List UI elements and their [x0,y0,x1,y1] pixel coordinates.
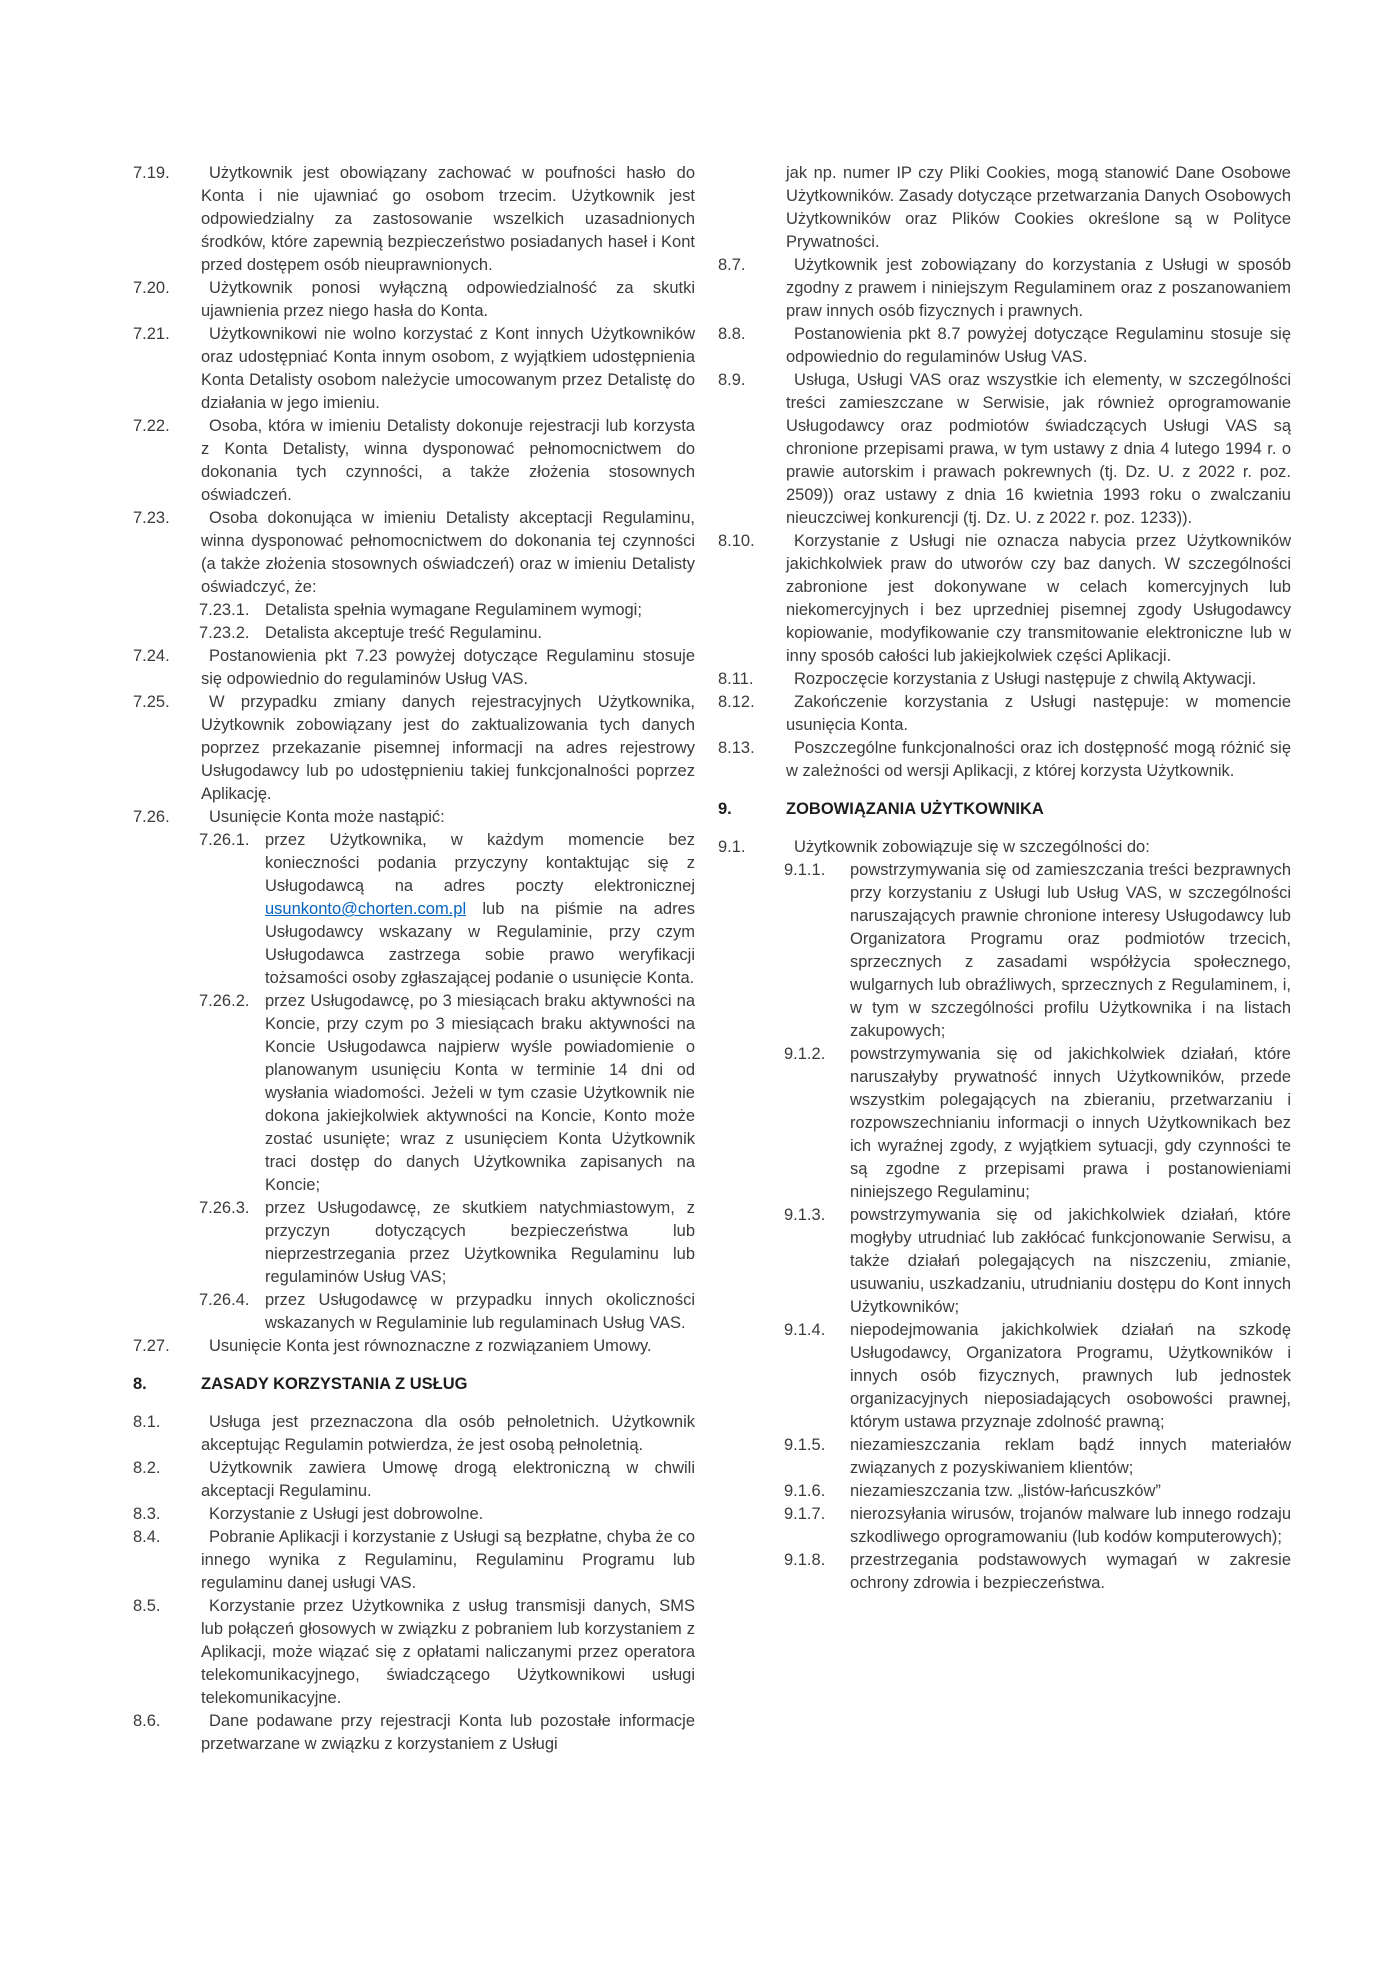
clause [133,323,695,415]
clause-text [201,1457,695,1503]
clause-number: 7.24. [133,647,170,665]
text-run: Pobranie Aplikacji i korzystanie z Usługi są bezpłatne, chyba że co innego wynika z Regulaminu, Regulaminu Programu lub regulaminu danej usługi VAS. [201,1528,695,1592]
text-run: przez Usługodawcę, po 3 miesiącach braku aktywności na Koncie, przy czym po 3 miesiącach braku aktywności na Koncie Usługodawca najpierw wyśle powiadomienie o planowanym usunięciu Konta w terminie 14 dni od wysłania wiadomości. Jeżeli w tym czasie Użytkownik nie dokona jakiejkolwiek aktywności na Koncie, Konto może zostać usunięte; wraz z usunięciem Konta Użytkownik traci dostęp do danych Użytkownika zapisanych na Koncie; [265,992,695,1194]
section-heading-text [786,798,1291,821]
clause [718,1549,1291,1595]
clause-number: 7.22. [133,417,170,435]
clause-text [850,1480,1291,1503]
column-left [133,162,695,1756]
clause-number: 8.6. [133,1712,161,1730]
clause [718,1503,1291,1549]
clause [133,1197,695,1289]
clause [133,990,695,1197]
clause-text [265,1289,695,1335]
clause [133,1289,695,1335]
clause-text [786,530,1291,668]
clause [718,254,1291,323]
clause-number: 7.26. [133,808,170,826]
clause-number: 7.26.4. [199,1291,250,1309]
text-run: Osoba dokonująca w imieniu Detalisty akceptacji Regulaminu, winna dysponować pełnomocnictwem do dokonania tej czynności (a także złożenia stosownych oświadczeń) oraz w imieniu Detalisty oświadczyć, że: [201,509,695,596]
clause [133,507,695,599]
clause-text [201,507,695,599]
text-run: Zakończenie korzystania z Usługi następuje: w momencie usunięcia Konta. [786,693,1291,734]
text-run: Użytkownik jest zobowiązany do korzystania z Usługi w sposób zgodny z prawem i niniejszym Regulaminem oraz z poszanowaniem praw innych osób fizycznych i prawnych. [786,256,1291,320]
text-run: jak np. numer IP czy Pliki Cookies, mogą stanowić Dane Osobowe Użytkowników. Zasady dotyczące przetwarzania Danych Osobowych Użytkowników oraz Plików Cookies określone są w Polityce Prywatności. [786,164,1291,251]
clause-text [850,1503,1291,1549]
clause-text [265,622,695,645]
text-run: powstrzymywania się od jakichkolwiek działań, które mogłyby utrudniać lub zakłócać funkcjonowanie Serwisu, a także działań polegających na niszczeniu, zmianie, usuwaniu, uszkadzaniu, utrudnianiu dostępu do Kont innych Użytkowników; [850,1206,1291,1316]
clause [133,1457,695,1503]
clause [718,859,1291,1043]
column-right [718,162,1291,1595]
clause-text [265,1197,695,1289]
clause-number: 9.1.1. [784,861,826,879]
text-run: powstrzymywania się od zamieszczania treści bezprawnych przy korzystaniu z Usługi lub Usług VAS, w szczególności naruszających prawnie chronione interesy Usługodawcy lub Organizatora Programu oraz podmiotów trzecich, sprzecznych z zasadami współżycia społecznego, wulgarnych lub obraźliwych, sprzecznych z Regulaminem, i, w tym w szczególności profilu Użytkownika i na listach zakupowych; [850,861,1291,1040]
clause [133,1335,695,1358]
email-link[interactable]: usunkonto@chorten.com.pl [265,900,467,918]
clause-text [850,1549,1291,1595]
text-run: W przypadku zmiany danych rejestracyjnych Użytkownika, Użytkownik zobowiązany jest do zaktualizowania tych danych poprzez przekazanie pisemnej informacji na adres rejestrowy Usługodawcy lub po udostępnieniu takiej funkcjonalności poprzez Aplikację. [201,693,695,803]
clause-number: 8.8. [718,325,746,343]
clause [718,1480,1291,1503]
text-run: niepodejmowania jakichkolwiek działań na szkodę Usługodawcy, Organizatora Programu, Użytkowników i innych osób fizycznych, prawnych lub jednostek organizacyjnych nieposiadających osobowości prawnej, którym ustawa przyznaje zdolność prawną; [850,1321,1291,1431]
clause-number: 7.21. [133,325,170,343]
clause-text [265,599,695,622]
clause [133,645,695,691]
clause-text [201,1526,695,1595]
clause-text [786,836,1291,859]
text-run: Użytkownik zobowiązuje się w szczególności do: [794,838,1150,856]
clause [718,668,1291,691]
clause [133,599,695,622]
clause-text [786,162,1291,254]
clause [133,1595,695,1710]
clause-text [786,254,1291,323]
section-heading [133,1373,695,1396]
clause-number: 9.1.5. [784,1436,826,1454]
clause-text [201,806,695,829]
text-run: przez Użytkownika, w każdym momencie bez konieczności podania przyczyny kontaktując się z Usługodawcą na adres poczty elektronicznej [265,831,695,895]
clause-number: 8.5. [133,1597,161,1615]
clause-text [850,859,1291,1043]
clause-text [201,1503,695,1526]
clause-number: 8.10. [718,532,755,550]
clause [133,1526,695,1595]
text-run: powstrzymywania się od jakichkolwiek działań, które naruszałyby prywatność innych Użytkowników, przede wszystkim polegających na zbieraniu, przetwarzaniu i rozpowszechnianiu informacji o innych Użytkownikach bez ich wyraźnej zgody, z wyjątkiem sytuacji, gdy czynności te są zgodne z przepisami prawa i postanowieniami niniejszego Regulaminu; [850,1045,1291,1201]
text-run: niezamieszczania tzw. „listów-łańcuszków” [850,1482,1161,1500]
text-run: Usunięcie Konta jest równoznaczne z rozwiązaniem Umowy. [209,1337,652,1355]
clause [133,277,695,323]
clause-number: 9.1.3. [784,1206,826,1224]
text-run: Osoba, która w imieniu Detalisty dokonuje rejestracji lub korzysta z Konta Detalisty, winna dysponować pełnomocnictwem do dokonania tych czynności, a także złożenia stosownych oświadczeń. [201,417,695,504]
clause-number: 8.7. [718,256,746,274]
clause-number: 7.26.1. [199,831,250,849]
clause [133,829,695,990]
clause-number: 8.2. [133,1459,161,1477]
text-run: Poszczególne funkcjonalności oraz ich dostępność mogą różnić się w zależności od wersji Aplikacji, z której korzysta Użytkownik. [786,739,1291,780]
text-run: niezamieszczania reklam bądź innych materiałów związanych z pozyskiwaniem klientów; [850,1436,1291,1477]
text-run: Korzystanie przez Użytkownika z usług transmisji danych, SMS lub połączeń głosowych w związku z pobraniem lub korzystaniem z Aplikacji, może wiązać się z opłatami naliczanymi przez operatora telekomunikacyjnego, świadczącego Użytkownikowi usługi telekomunikacyjne. [201,1597,695,1707]
clause-number: 8.13. [718,739,755,757]
clause [718,691,1291,737]
text-run: nierozsyłania wirusów, trojanów malware lub innego rodzaju szkodliwego oprogramowaniu (lub kodów komputerowych); [850,1505,1291,1546]
text-run: ZASADY KORZYSTANIA Z USŁUG [201,1375,468,1393]
clause-text [850,1319,1291,1434]
clause [133,622,695,645]
clause [718,369,1291,530]
text-run: Użytkownik ponosi wyłączną odpowiedzialność za skutki ujawnienia przez niego hasła do Konta. [201,279,695,320]
clause-number: 9.1.7. [784,1505,826,1523]
clause-text [201,277,695,323]
clause [133,415,695,507]
clause [718,836,1291,859]
clause-number: 7.23. [133,509,170,527]
clause-text [201,323,695,415]
clause-number: 7.23.1. [199,601,250,619]
clause-text [265,829,695,990]
clause-text [265,990,695,1197]
clause-text [201,691,695,806]
clause-text [786,323,1291,369]
clause [133,1411,695,1457]
clause-number: 7.20. [133,279,170,297]
text-run: Użytkownik zawiera Umowę drogą elektroniczną w chwili akceptacji Regulaminu. [201,1459,695,1500]
clause [133,806,695,829]
clause-number: 7.26.3. [199,1199,250,1217]
clause-text [850,1204,1291,1319]
clause-text [786,369,1291,530]
text-run: Usunięcie Konta może nastąpić: [209,808,445,826]
clause [133,1503,695,1526]
clause-text [201,1335,695,1358]
clause-text [201,415,695,507]
text-run: Detalista spełnia wymagane Regulaminem wymogi; [265,601,642,619]
clause [718,737,1291,783]
text-run: Korzystanie z Usługi nie oznacza nabycia przez Użytkowników jakichkolwiek praw do utworów czy baz danych. W szczególności zabronione jest dokonywane w celach komercyjnych lub niekomercyjnych i bez uprzedniej pisemnej zgody Usługodawcy kopiowanie, modyfikowanie czy transmitowanie elektroniczne lub w inny sposób całości lub jakiejkolwiek części Aplikacji. [786,532,1291,665]
clause [718,1434,1291,1480]
clause-number: 7.23.2. [199,624,250,642]
clause-number: 9.1. [718,838,746,856]
clause-number: 9.1.2. [784,1045,826,1063]
text-run: Usługa jest przeznaczona dla osób pełnoletnich. Użytkownik akceptując Regulamin potwierdza, że jest osobą pełnoletnią. [201,1413,695,1454]
clause-number: 7.26.2. [199,992,250,1010]
text-run: Postanowienia pkt 7.23 powyżej dotyczące Regulaminu stosuje się odpowiednio do regulaminów Usług VAS. [201,647,695,688]
clause [718,1319,1291,1434]
clause-number: 9.1.4. [784,1321,826,1339]
section-number: 8. [133,1375,147,1393]
clause-text [850,1434,1291,1480]
section-heading-text [201,1373,695,1396]
clause-number: 8.11. [718,670,754,688]
section-number: 9. [718,800,732,818]
clause [718,323,1291,369]
text-run: przestrzegania podstawowych wymagań w zakresie ochrony zdrowia i bezpieczeństwa. [850,1551,1291,1592]
clause-text [850,1043,1291,1204]
clause-text [201,1411,695,1457]
text-run: Usługa, Usługi VAS oraz wszystkie ich elementy, w szczególności treści zamieszczane w Serwisie, jak również oprogramowanie Usługodawcy oraz podmiotów świadczących Usługi VAS są chronione przepisami prawa, w tym ustawy z dnia 4 lutego 1994 r. o prawie autorskim i prawach pokrewnych (tj. Dz. U. z 2022 r. poz. 2509)) oraz ustawy z dnia 16 kwietnia 1993 roku o zwalczaniu nieuczciwej konkurencji (tj. Dz. U. z 2022 r. poz. 1233)). [786,371,1291,527]
clause-number: 8.4. [133,1528,161,1546]
clause-number: 7.25. [133,693,170,711]
text-run: lub na piśmie na adres Usługodawcy wskazany w Regulaminie, przy czym Usługodawca zastrzega sobie prawo weryfikacji tożsamości osoby zgłaszającej podanie o usunięcie Konta. [265,900,695,987]
text-run: Postanowienia pkt 8.7 powyżej dotyczące Regulaminu stosuje się odpowiednio do regulaminów Usług VAS. [786,325,1291,366]
clause-text [201,162,695,277]
clause [133,1710,695,1756]
text-run: Dane podawane przy rejestracji Konta lub pozostałe informacje przetwarzane w związku z korzystaniem z Usługi [201,1712,695,1753]
text-run: Użytkownik jest obowiązany zachować w poufności hasło do Konta i nie ujawniać go osobom trzecim. Użytkownik jest odpowiedzialny za zastosowanie wszelkich uzasadnionych środków, które zapewnią bezpieczeństwo posiadanych haseł i Kont przed dostępem osób nieuprawnionych. [201,164,695,274]
text-run: Użytkownikowi nie wolno korzystać z Kont innych Użytkowników oraz udostępniać Konta innym osobom, z wyjątkiem udostępnienia Konta Detalisty osobom należycie umocowanym przez Detalistę do działania w jego imieniu. [201,325,695,412]
clause-number: 7.19. [133,164,170,182]
clause [718,1043,1291,1204]
text-run: przez Usługodawcę, ze skutkiem natychmiastowym, z przyczyn dotyczących bezpieczeństwa lub nieprzestrzegania przez Użytkownika Regulaminu lub regulaminów Usług VAS; [265,1199,695,1286]
clause-continuation [718,162,1291,254]
clause-number: 8.12. [718,693,755,711]
text-run: Detalista akceptuje treść Regulaminu. [265,624,542,642]
clause-text [201,1710,695,1756]
clause-text [201,645,695,691]
section-heading [718,798,1291,821]
clause-text [786,737,1291,783]
text-run: Rozpoczęcie korzystania z Usługi następuje z chwilą Aktywacji. [794,670,1257,688]
clause [718,530,1291,668]
clause [133,691,695,806]
clause-number: 8.9. [718,371,746,389]
text-run: przez Usługodawcę w przypadku innych okoliczności wskazanych w Regulaminie lub regulaminach Usług VAS. [265,1291,695,1332]
clause-number: 7.27. [133,1337,170,1355]
clause-number: 9.1.8. [784,1551,826,1569]
clause-number: 9.1.6. [784,1482,826,1500]
clause-text [786,691,1291,737]
clause-number: 8.3. [133,1505,161,1523]
clause-number: 8.1. [133,1413,161,1431]
clause [718,1204,1291,1319]
text-run: Korzystanie z Usługi jest dobrowolne. [209,1505,484,1523]
text-run: ZOBOWIĄZANIA UŻYTKOWNIKA [786,800,1044,818]
clause-text [786,668,1291,691]
clause [133,162,695,277]
clause-text [201,1595,695,1710]
